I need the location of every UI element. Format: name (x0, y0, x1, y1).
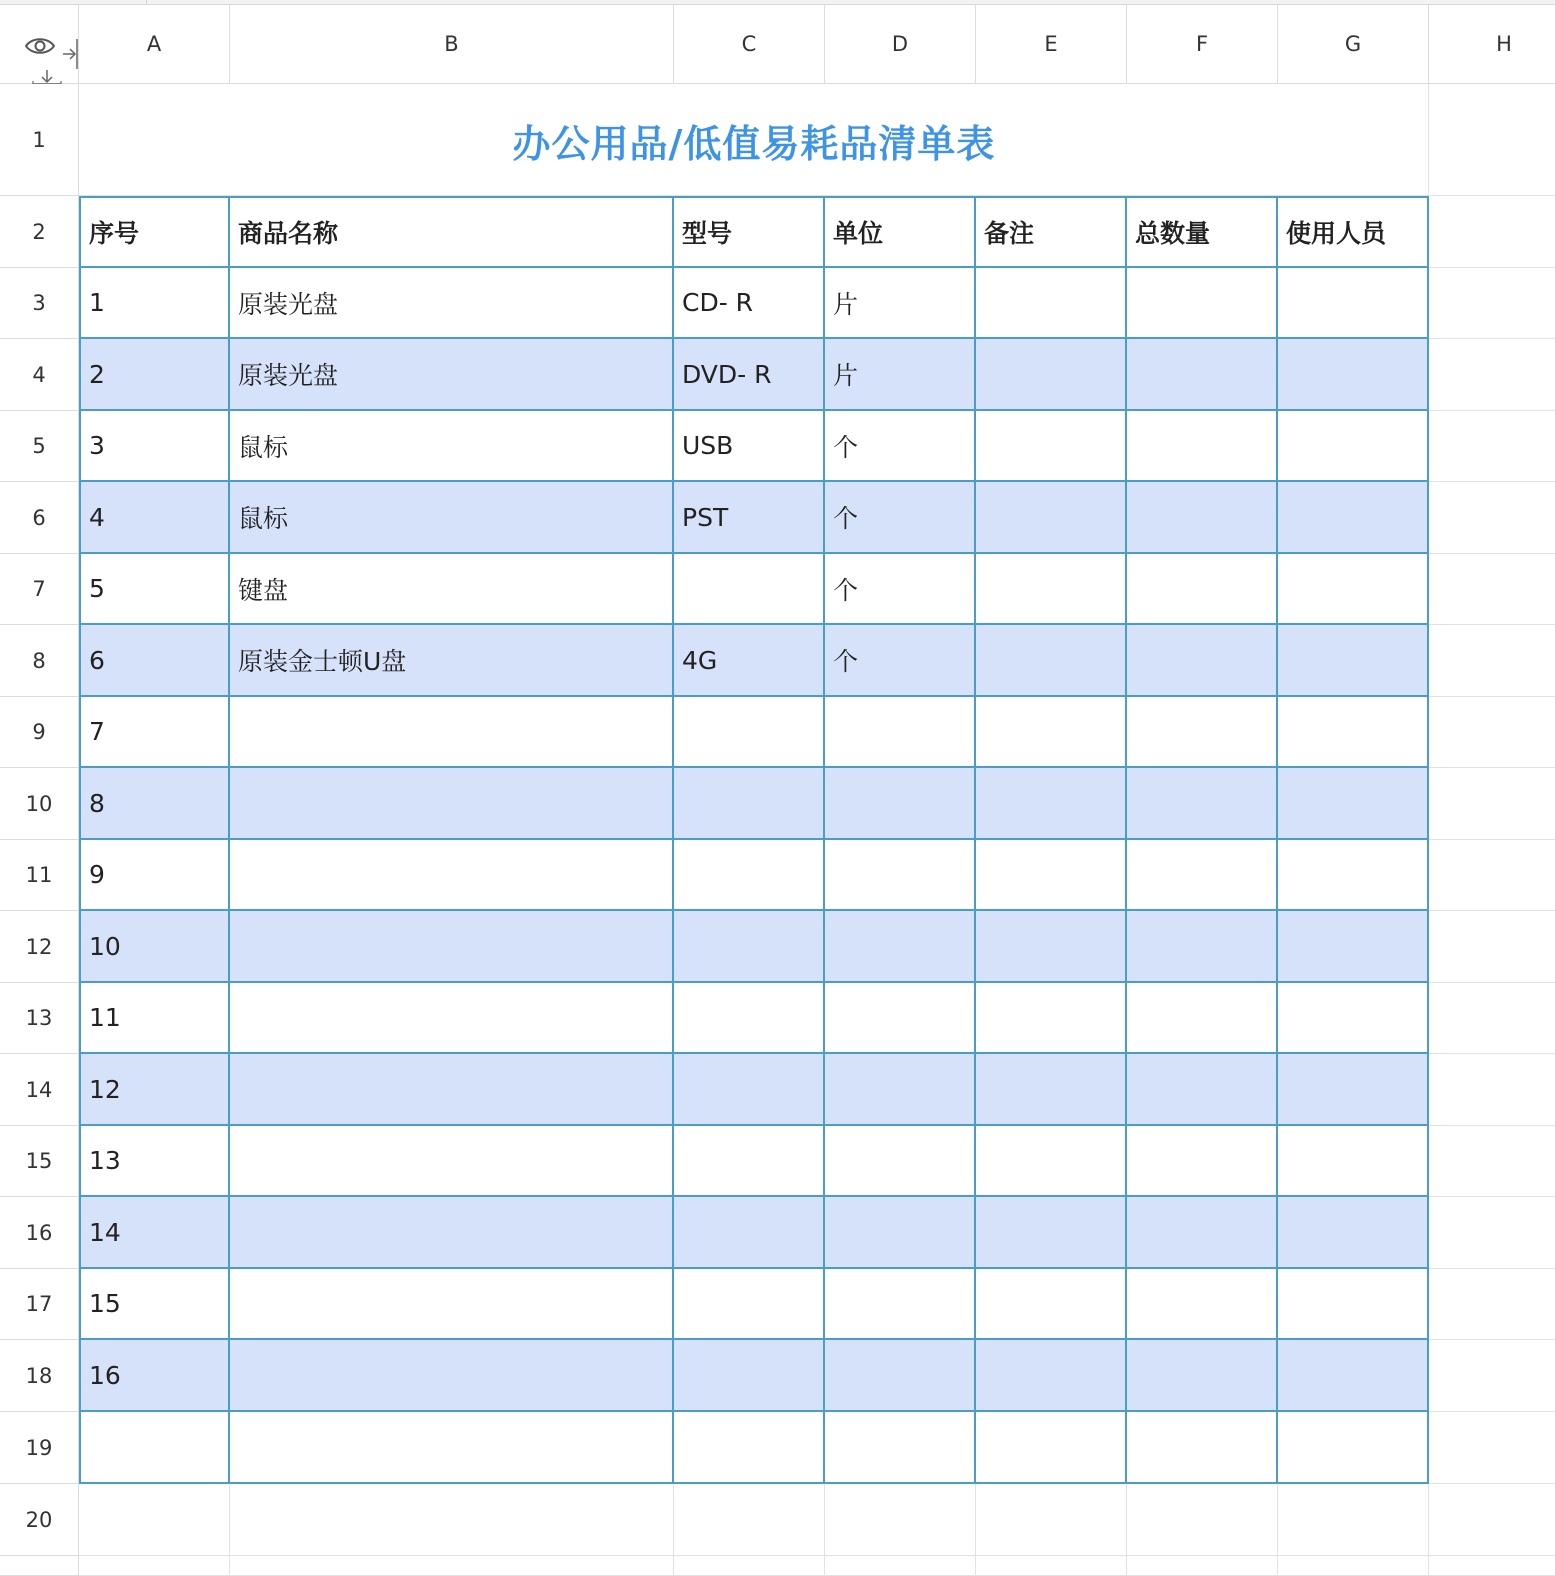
cell-h1[interactable] (1429, 84, 1555, 196)
cell-h4[interactable] (1429, 339, 1555, 411)
cell-h3[interactable] (1429, 268, 1555, 339)
table-cell[interactable]: 4G (674, 625, 825, 697)
column-header-b[interactable]: B (230, 5, 674, 84)
row-header-20[interactable]: 20 (0, 1484, 79, 1556)
table-cell[interactable]: 16 (79, 1340, 230, 1412)
table-cell[interactable] (1127, 1054, 1278, 1126)
column-header-g[interactable]: G (1278, 5, 1429, 84)
table-cell[interactable] (230, 1412, 674, 1484)
table-cell[interactable] (1278, 411, 1429, 482)
table-cell[interactable] (1127, 697, 1278, 768)
row-header-12[interactable]: 12 (0, 911, 79, 983)
table-cell[interactable] (1127, 840, 1278, 911)
table-cell[interactable]: PST (674, 482, 825, 554)
table-cell[interactable] (1278, 1412, 1429, 1484)
table-cell[interactable] (976, 625, 1127, 697)
row-header-19[interactable]: 19 (0, 1412, 79, 1484)
empty-cell[interactable] (674, 1484, 825, 1556)
table-cell[interactable] (825, 840, 976, 911)
row-header-16[interactable]: 16 (0, 1197, 79, 1269)
table-cell[interactable] (79, 1412, 230, 1484)
table-cell[interactable]: 3 (79, 411, 230, 482)
table-cell[interactable]: CD- R (674, 268, 825, 339)
table-cell[interactable]: 1 (79, 268, 230, 339)
table-cell[interactable] (976, 1054, 1127, 1126)
row-header-11[interactable]: 11 (0, 840, 79, 911)
table-cell[interactable]: 鼠标 (230, 411, 674, 482)
table-cell[interactable]: 6 (79, 625, 230, 697)
empty-cell[interactable] (1278, 1556, 1429, 1576)
table-cell[interactable] (230, 983, 674, 1054)
table-cell[interactable] (1278, 911, 1429, 983)
table-cell[interactable] (1127, 268, 1278, 339)
cell-h14[interactable] (1429, 1054, 1555, 1126)
cell-h16[interactable] (1429, 1197, 1555, 1269)
table-cell[interactable] (1278, 625, 1429, 697)
table-cell[interactable] (1127, 1340, 1278, 1412)
table-cell[interactable]: 鼠标 (230, 482, 674, 554)
table-cell[interactable]: 原装光盘 (230, 268, 674, 339)
table-cell[interactable] (674, 1197, 825, 1269)
row-header-8[interactable]: 8 (0, 625, 79, 697)
row-header-10[interactable]: 10 (0, 768, 79, 840)
cell-h5[interactable] (1429, 411, 1555, 482)
empty-cell[interactable] (825, 1484, 976, 1556)
table-cell[interactable] (976, 482, 1127, 554)
row-header-17[interactable]: 17 (0, 1269, 79, 1340)
cell-h7[interactable] (1429, 554, 1555, 625)
sheet-corner (0, 5, 79, 84)
table-cell[interactable]: DVD- R (674, 339, 825, 411)
table-cell[interactable]: 7 (79, 697, 230, 768)
table-cell[interactable] (1127, 339, 1278, 411)
table-cell[interactable] (230, 840, 674, 911)
column-header-f[interactable]: F (1127, 5, 1278, 84)
table-cell[interactable] (674, 911, 825, 983)
table-cell[interactable] (976, 697, 1127, 768)
table-cell[interactable] (674, 1126, 825, 1197)
table-cell[interactable] (1278, 1340, 1429, 1412)
top-strip-segment (0, 0, 147, 4)
table-cell[interactable] (674, 1054, 825, 1126)
table-cell[interactable] (674, 554, 825, 625)
table-cell[interactable] (230, 1197, 674, 1269)
table-cell[interactable] (230, 1269, 674, 1340)
table-cell[interactable] (1127, 1412, 1278, 1484)
table-cell[interactable] (230, 697, 674, 768)
table-header-cell[interactable]: 序号 (79, 196, 230, 268)
table-cell[interactable]: 个 (825, 482, 976, 554)
table-cell[interactable] (976, 840, 1127, 911)
empty-cell[interactable] (1127, 1556, 1278, 1576)
row-header-3[interactable]: 3 (0, 268, 79, 339)
table-cell[interactable] (1127, 1126, 1278, 1197)
table-cell[interactable]: 15 (79, 1269, 230, 1340)
table-cell[interactable]: 个 (825, 411, 976, 482)
table-cell[interactable] (1278, 840, 1429, 911)
table-cell[interactable] (976, 411, 1127, 482)
row-header-18[interactable]: 18 (0, 1340, 79, 1412)
row-header-partial (0, 1556, 79, 1576)
table-cell[interactable] (1278, 339, 1429, 411)
table-cell[interactable] (976, 983, 1127, 1054)
cell-h15[interactable] (1429, 1126, 1555, 1197)
column-header-a[interactable]: A (79, 5, 230, 84)
table-cell[interactable] (230, 1126, 674, 1197)
empty-cell[interactable] (976, 1484, 1127, 1556)
empty-cell[interactable] (1429, 1556, 1555, 1576)
table-cell[interactable] (1278, 1197, 1429, 1269)
empty-cell[interactable] (1127, 1484, 1278, 1556)
empty-cell[interactable] (976, 1556, 1127, 1576)
cell-h13[interactable] (1429, 983, 1555, 1054)
cell-h11[interactable] (1429, 840, 1555, 911)
table-header-cell[interactable]: 单位 (825, 196, 976, 268)
empty-cell[interactable] (230, 1556, 674, 1576)
cell-h10[interactable] (1429, 768, 1555, 840)
table-cell[interactable] (1278, 482, 1429, 554)
row-header-4[interactable]: 4 (0, 339, 79, 411)
table-header-cell[interactable]: 总数量 (1127, 196, 1278, 268)
table-cell[interactable]: 10 (79, 911, 230, 983)
table-cell[interactable] (825, 768, 976, 840)
table-cell[interactable] (825, 1269, 976, 1340)
table-cell[interactable] (1127, 554, 1278, 625)
table-cell[interactable] (674, 840, 825, 911)
table-cell[interactable] (1278, 554, 1429, 625)
row-header-2[interactable]: 2 (0, 196, 79, 268)
cell-h19[interactable] (1429, 1412, 1555, 1484)
empty-cell[interactable] (1278, 1484, 1429, 1556)
table-header-cell[interactable]: 商品名称 (230, 196, 674, 268)
table-cell[interactable] (1278, 697, 1429, 768)
table-cell[interactable] (976, 1412, 1127, 1484)
row-header-15[interactable]: 15 (0, 1126, 79, 1197)
row-header-5[interactable]: 5 (0, 411, 79, 482)
table-cell[interactable] (825, 911, 976, 983)
cell-h12[interactable] (1429, 911, 1555, 983)
table-cell[interactable]: 5 (79, 554, 230, 625)
empty-cell[interactable] (1429, 1484, 1555, 1556)
table-cell[interactable] (230, 1054, 674, 1126)
table-cell[interactable]: 9 (79, 840, 230, 911)
table-cell[interactable] (230, 1340, 674, 1412)
table-cell[interactable] (674, 983, 825, 1054)
table-cell[interactable]: 片 (825, 339, 976, 411)
table-cell[interactable] (1127, 1197, 1278, 1269)
empty-cell[interactable] (230, 1484, 674, 1556)
table-cell[interactable] (1278, 1054, 1429, 1126)
table-cell[interactable] (1127, 768, 1278, 840)
table-cell[interactable]: 12 (79, 1054, 230, 1126)
row-header-13[interactable]: 13 (0, 983, 79, 1054)
eye-icon[interactable] (24, 35, 56, 57)
table-cell[interactable] (976, 1126, 1127, 1197)
sheet-title[interactable]: 办公用品/低值易耗品清单表 (512, 121, 996, 166)
table-cell[interactable] (825, 1054, 976, 1126)
table-cell[interactable] (976, 339, 1127, 411)
table-cell[interactable]: 8 (79, 768, 230, 840)
table-cell[interactable]: 片 (825, 268, 976, 339)
cell-h18[interactable] (1429, 1340, 1555, 1412)
table-header-cell[interactable]: 型号 (674, 196, 825, 268)
cell-h6[interactable] (1429, 482, 1555, 554)
row-header-14[interactable]: 14 (0, 1054, 79, 1126)
empty-cell[interactable] (825, 1556, 976, 1576)
table-cell[interactable] (976, 911, 1127, 983)
table-cell[interactable] (976, 554, 1127, 625)
cell-h9[interactable] (1429, 697, 1555, 768)
table-cell[interactable]: USB (674, 411, 825, 482)
table-cell[interactable] (674, 1412, 825, 1484)
table-cell[interactable] (1278, 768, 1429, 840)
table-cell[interactable] (1127, 983, 1278, 1054)
table-header-cell[interactable]: 备注 (976, 196, 1127, 268)
row-header-6[interactable]: 6 (0, 482, 79, 554)
table-cell[interactable] (825, 1126, 976, 1197)
cell-h8[interactable] (1429, 625, 1555, 697)
column-header-h[interactable]: H (1429, 5, 1555, 84)
cell-h2[interactable] (1429, 196, 1555, 268)
table-cell[interactable] (1278, 983, 1429, 1054)
table-cell[interactable] (976, 768, 1127, 840)
table-cell[interactable]: 原装金士顿U盘 (230, 625, 674, 697)
table-cell[interactable] (825, 1412, 976, 1484)
empty-cell[interactable] (674, 1556, 825, 1576)
table-cell[interactable] (1127, 482, 1278, 554)
table-cell[interactable] (1278, 268, 1429, 339)
table-cell[interactable]: 11 (79, 983, 230, 1054)
table-cell[interactable]: 4 (79, 482, 230, 554)
table-cell[interactable] (1127, 1269, 1278, 1340)
table-cell[interactable]: 个 (825, 625, 976, 697)
table-cell[interactable] (230, 911, 674, 983)
table-cell[interactable] (825, 697, 976, 768)
row-header-9[interactable]: 9 (0, 697, 79, 768)
row-header-1[interactable]: 1 (0, 84, 79, 196)
empty-cell[interactable] (79, 1484, 230, 1556)
cell-h17[interactable] (1429, 1269, 1555, 1340)
table-cell[interactable] (976, 1197, 1127, 1269)
table-cell[interactable] (1127, 911, 1278, 983)
table-cell[interactable] (674, 1269, 825, 1340)
column-header-d[interactable]: D (825, 5, 976, 84)
table-cell[interactable] (674, 1340, 825, 1412)
table-cell[interactable] (976, 268, 1127, 339)
table-cell[interactable] (1127, 411, 1278, 482)
table-cell[interactable] (976, 1269, 1127, 1340)
table-cell[interactable] (825, 983, 976, 1054)
table-header-cell[interactable]: 使用人员 (1278, 196, 1429, 268)
row-header-7[interactable]: 7 (0, 554, 79, 625)
table-cell[interactable] (976, 1340, 1127, 1412)
column-header-e[interactable]: E (976, 5, 1127, 84)
table-cell[interactable] (1278, 1126, 1429, 1197)
table-cell[interactable]: 14 (79, 1197, 230, 1269)
table-cell[interactable] (825, 1340, 976, 1412)
table-cell[interactable]: 2 (79, 339, 230, 411)
table-cell[interactable]: 13 (79, 1126, 230, 1197)
table-cell[interactable]: 个 (825, 554, 976, 625)
table-cell[interactable] (1127, 625, 1278, 697)
column-header-c[interactable]: C (674, 5, 825, 84)
table-cell[interactable] (674, 697, 825, 768)
table-cell[interactable] (674, 768, 825, 840)
table-cell[interactable]: 键盘 (230, 554, 674, 625)
table-cell[interactable] (1278, 1269, 1429, 1340)
table-cell[interactable] (230, 768, 674, 840)
empty-cell[interactable] (79, 1556, 230, 1576)
table-cell[interactable]: 原装光盘 (230, 339, 674, 411)
table-cell[interactable] (825, 1197, 976, 1269)
